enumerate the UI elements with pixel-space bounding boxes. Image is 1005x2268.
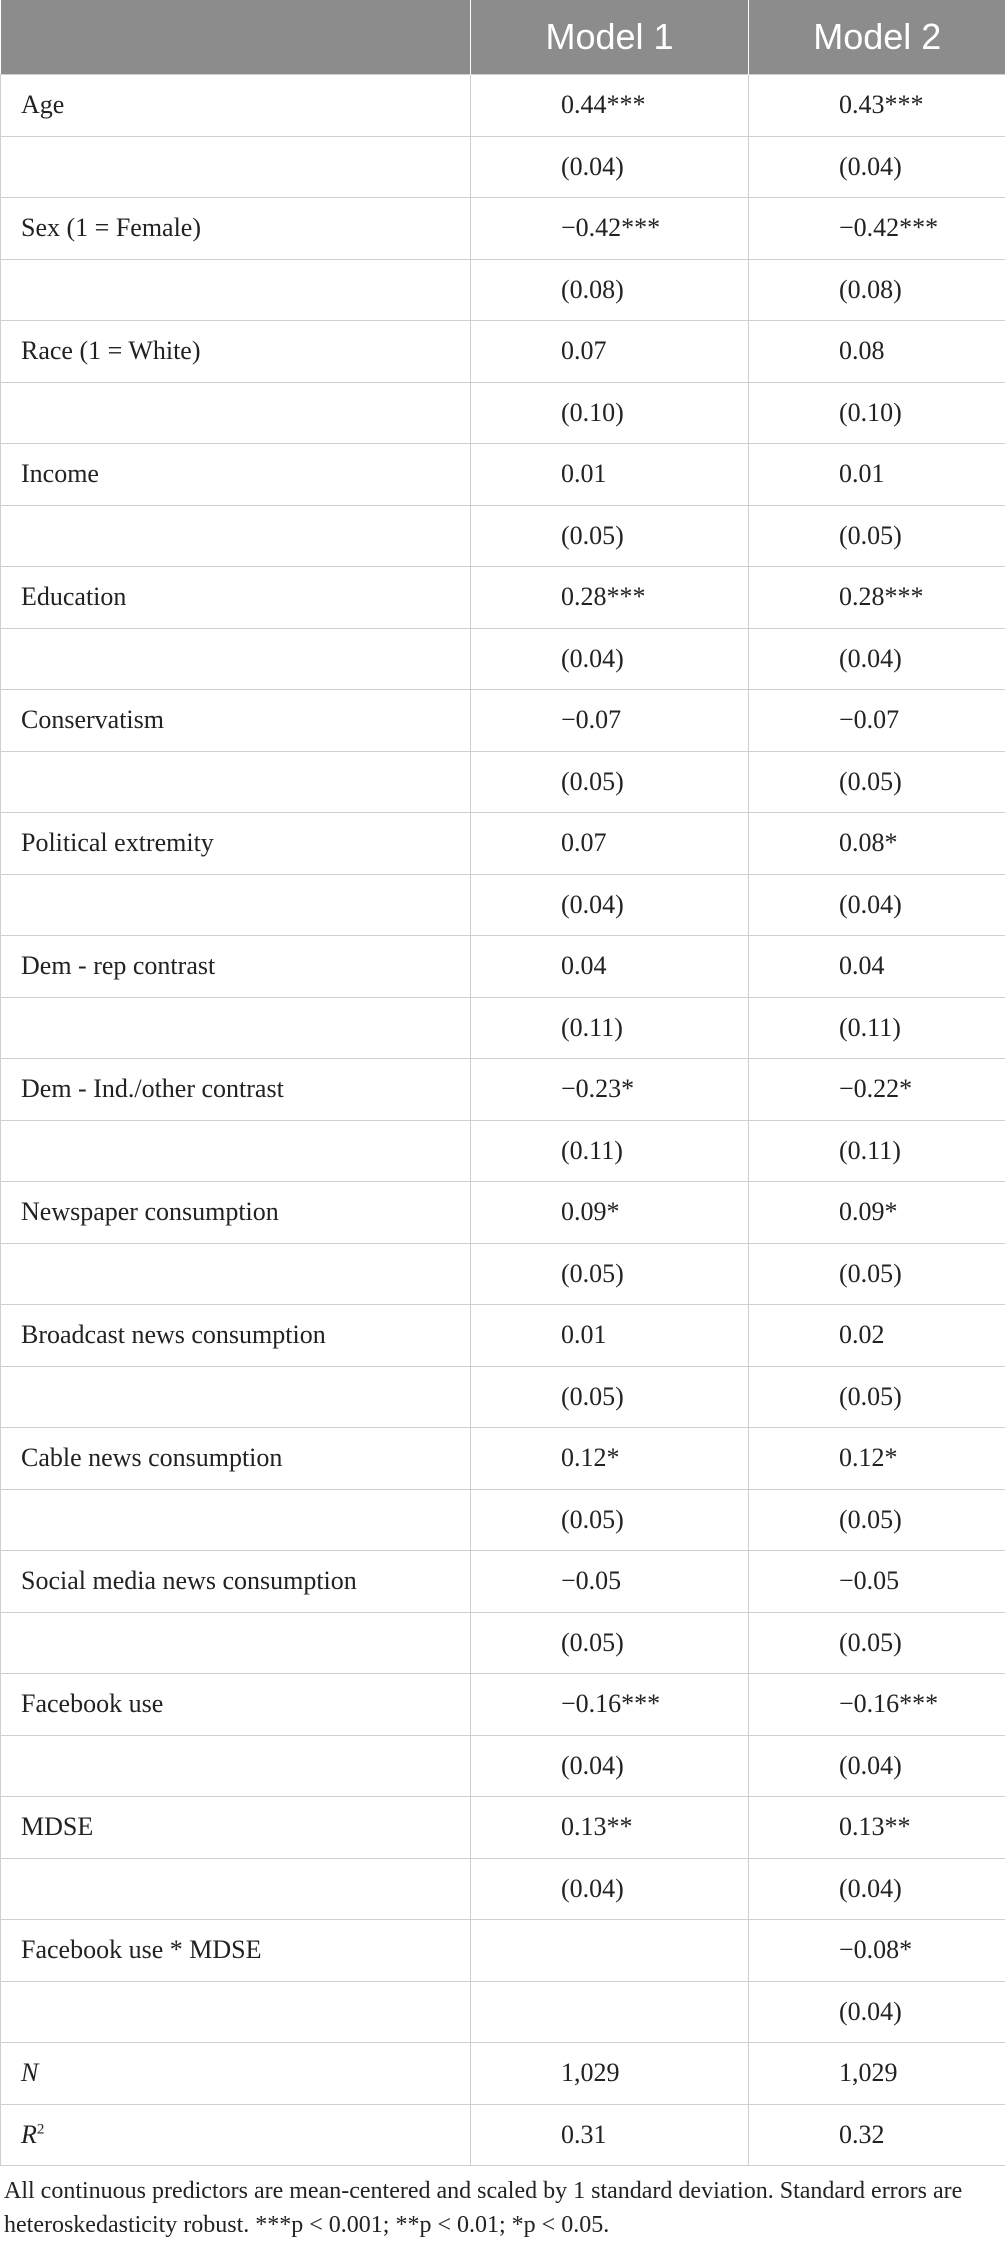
model-2-value: (0.05) [749, 1243, 1005, 1305]
table-row [1, 628, 1005, 690]
table-row [1, 444, 1005, 506]
model-1-value: (0.10) [471, 382, 749, 444]
table-row [1, 136, 1005, 198]
model-2-value: 0.43*** [749, 75, 1005, 137]
row-label: Race (1 = White) [1, 321, 471, 383]
row-label: Education [1, 567, 471, 629]
model-1-value: −0.07 [471, 690, 749, 752]
model-2-value: 0.08* [749, 813, 1005, 875]
row-label: Broadcast news consumption [1, 1305, 471, 1367]
model-1-value: 0.44*** [471, 75, 749, 137]
table-row [1, 997, 1005, 1059]
row-label [1, 136, 471, 198]
model-1-value: (0.04) [471, 1735, 749, 1797]
model-1-value: (0.11) [471, 1120, 749, 1182]
model-1-value: (0.05) [471, 1612, 749, 1674]
row-label: MDSE [1, 1797, 471, 1859]
model-2-value: −0.42*** [749, 198, 1005, 260]
row-label: Age [1, 75, 471, 137]
table-row [1, 567, 1005, 629]
model-2-value: 0.09* [749, 1182, 1005, 1244]
row-label: Sex (1 = Female) [1, 198, 471, 260]
r2-model-2: 0.32 [749, 2104, 1005, 2166]
model-1-value: 0.04 [471, 936, 749, 998]
row-label [1, 1981, 471, 2043]
table-row [1, 1366, 1005, 1428]
table-row [1, 690, 1005, 752]
header-model-1: Model 1 [471, 0, 749, 75]
table-row [1, 1612, 1005, 1674]
table-body [1, 75, 1005, 2166]
row-label: Newspaper consumption [1, 1182, 471, 1244]
row-label [1, 1366, 471, 1428]
model-2-value: (0.05) [749, 505, 1005, 567]
model-2-value: 0.01 [749, 444, 1005, 506]
row-label [1, 505, 471, 567]
model-1-value: (0.05) [471, 505, 749, 567]
r2-label: $R^2$ [1, 2104, 471, 2166]
row-label [1, 1612, 471, 1674]
model-2-value: (0.11) [749, 1120, 1005, 1182]
row-label [1, 997, 471, 1059]
table-row [1, 1797, 1005, 1859]
model-1-value: (0.04) [471, 1858, 749, 1920]
table-row [1, 1735, 1005, 1797]
table-row [1, 751, 1005, 813]
table-row [1, 813, 1005, 875]
model-2-value: (0.04) [749, 1735, 1005, 1797]
model-2-value: −0.07 [749, 690, 1005, 752]
table-row [1, 1182, 1005, 1244]
table-row-n [1, 2043, 1005, 2105]
model-1-value: −0.05 [471, 1551, 749, 1613]
row-label: Facebook use [1, 1674, 471, 1736]
model-1-value: 0.12* [471, 1428, 749, 1490]
table-row [1, 1489, 1005, 1551]
model-1-value: (0.05) [471, 1243, 749, 1305]
model-2-value: −0.22* [749, 1059, 1005, 1121]
model-1-value: (0.08) [471, 259, 749, 321]
model-1-value: 0.07 [471, 813, 749, 875]
model-2-value: −0.05 [749, 1551, 1005, 1613]
model-2-value: (0.05) [749, 751, 1005, 813]
table-row [1, 1858, 1005, 1920]
model-1-value: (0.04) [471, 874, 749, 936]
row-label: Conservatism [1, 690, 471, 752]
n-model-2: 1,029 [749, 2043, 1005, 2105]
model-2-value: (0.11) [749, 997, 1005, 1059]
table-row [1, 198, 1005, 260]
row-label: Dem - Ind./other contrast [1, 1059, 471, 1121]
row-label [1, 1120, 471, 1182]
table-row [1, 936, 1005, 998]
row-label [1, 382, 471, 444]
row-label: Facebook use * MDSE [1, 1920, 471, 1982]
table-row [1, 382, 1005, 444]
table-row [1, 1551, 1005, 1613]
table-row [1, 75, 1005, 137]
row-label [1, 1735, 471, 1797]
table-row [1, 1243, 1005, 1305]
n-model-1: 1,029 [471, 2043, 749, 2105]
model-1-value: (0.11) [471, 997, 749, 1059]
table-footnote: All continuous predictors are mean-centered and scaled by 1 standard deviation. Standard errors are heteroskedasticity robust. ***p < 0.001; **p < 0.01; *p < 0.05. [4, 2178, 963, 2238]
model-1-value: 0.09* [471, 1182, 749, 1244]
model-1-value: 0.07 [471, 321, 749, 383]
model-1-value: (0.05) [471, 751, 749, 813]
table-row [1, 1428, 1005, 1490]
model-1-value: (0.04) [471, 628, 749, 690]
model-2-value: 0.08 [749, 321, 1005, 383]
row-label: Dem - rep contrast [1, 936, 471, 998]
row-label [1, 1858, 471, 1920]
model-2-value: −0.16*** [749, 1674, 1005, 1736]
table-row [1, 505, 1005, 567]
n-label: N [1, 2043, 471, 2105]
table-row [1, 1305, 1005, 1367]
table-row [1, 874, 1005, 936]
model-1-value: (0.04) [471, 136, 749, 198]
model-2-value: (0.05) [749, 1489, 1005, 1551]
table-row [1, 1059, 1005, 1121]
row-label [1, 751, 471, 813]
model-1-value: (0.05) [471, 1366, 749, 1428]
model-1-value [471, 1981, 749, 2043]
model-2-value: 0.04 [749, 936, 1005, 998]
row-label [1, 1243, 471, 1305]
model-1-value: 0.13** [471, 1797, 749, 1859]
model-2-value: −0.08* [749, 1920, 1005, 1982]
row-label: Cable news consumption [1, 1428, 471, 1490]
table-row-r2 [1, 2104, 1005, 2166]
row-label [1, 259, 471, 321]
row-label: Political extremity [1, 813, 471, 875]
model-2-value: (0.08) [749, 259, 1005, 321]
header-empty-cell [1, 0, 471, 75]
model-1-value: 0.01 [471, 444, 749, 506]
model-2-value: 0.02 [749, 1305, 1005, 1367]
model-1-value: 0.01 [471, 1305, 749, 1367]
model-2-value: (0.04) [749, 1858, 1005, 1920]
header-model-2: Model 2 [749, 0, 1005, 75]
table-row [1, 259, 1005, 321]
model-2-value: (0.04) [749, 1981, 1005, 2043]
row-label: Social media news consumption [1, 1551, 471, 1613]
model-2-value: (0.05) [749, 1366, 1005, 1428]
model-1-value: 0.28*** [471, 567, 749, 629]
row-label [1, 874, 471, 936]
model-2-value: (0.04) [749, 874, 1005, 936]
row-label: Income [1, 444, 471, 506]
model-2-value: (0.05) [749, 1612, 1005, 1674]
table-row [1, 1120, 1005, 1182]
model-2-value: 0.28*** [749, 567, 1005, 629]
model-2-value: (0.10) [749, 382, 1005, 444]
table-row [1, 1981, 1005, 2043]
table-row [1, 321, 1005, 383]
model-2-value: (0.04) [749, 628, 1005, 690]
r2-model-1: 0.31 [471, 2104, 749, 2166]
model-1-value [471, 1920, 749, 1982]
model-1-value: (0.05) [471, 1489, 749, 1551]
model-2-value: 0.12* [749, 1428, 1005, 1490]
table-row [1, 1674, 1005, 1736]
model-1-value: −0.23* [471, 1059, 749, 1121]
model-2-value: (0.04) [749, 136, 1005, 198]
model-2-value: 0.13** [749, 1797, 1005, 1859]
row-label [1, 628, 471, 690]
table-row [1, 1920, 1005, 1982]
row-label [1, 1489, 471, 1551]
table-header-row [1, 0, 1005, 75]
model-1-value: −0.16*** [471, 1674, 749, 1736]
model-1-value: −0.42*** [471, 198, 749, 260]
